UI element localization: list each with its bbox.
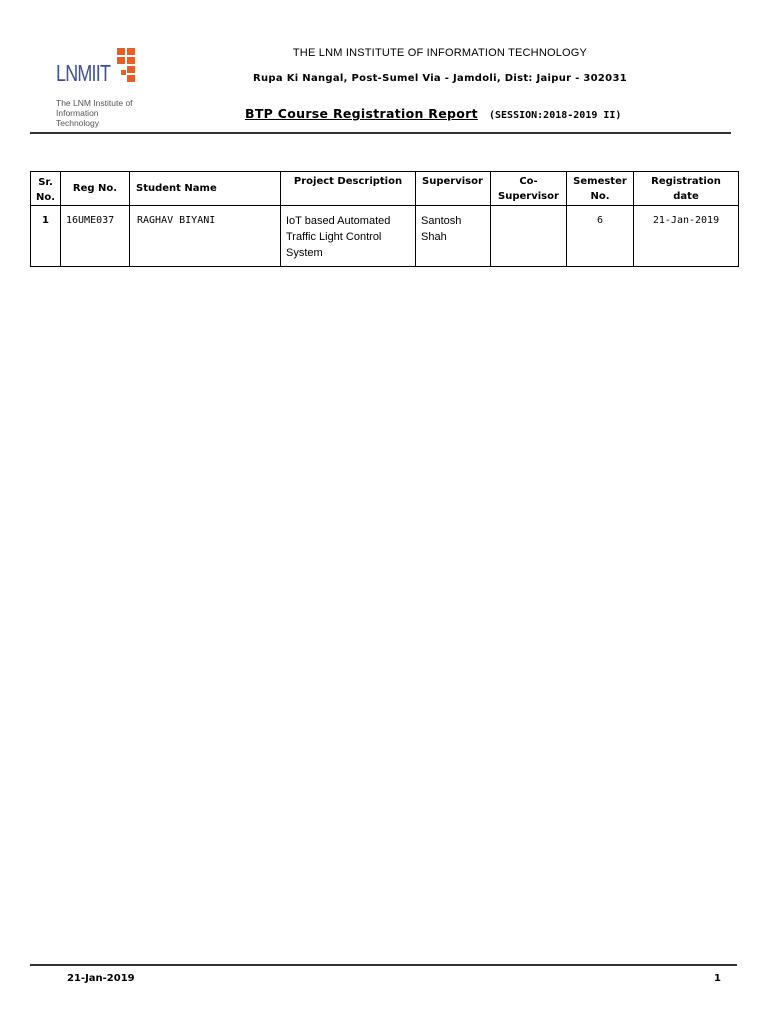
logo-wordmark: LNMIIT (56, 60, 111, 86)
footer-date: 21-Jan-2019 (67, 973, 135, 984)
col-header-project: Project Description (281, 172, 416, 206)
header-divider (30, 132, 731, 134)
col-header-cosupervisor: Co- Supervisor (491, 172, 567, 206)
institute-name: THE LNM INSTITUTE OF INFORMATION TECHNOLOGY (292, 47, 588, 59)
table-row (31, 206, 739, 267)
cell-project: IoT based Automated Traffic Light Control System (281, 206, 416, 267)
cell-date: 21-Jan-2019 (634, 206, 739, 267)
col-header-reg: Reg No. (61, 172, 130, 206)
col-header-name: Student Name (130, 172, 281, 206)
table-header-row (31, 172, 739, 206)
cell-supervisor: Santosh Shah (416, 206, 491, 267)
col-header-supervisor: Supervisor (416, 172, 491, 206)
col-header-sr: Sr. No. (31, 172, 61, 206)
col-header-semester: Semester No. (567, 172, 634, 206)
report-heading (245, 103, 621, 122)
cell-sr: 1 (31, 206, 61, 267)
session-label: (SESSION:2018-2019 II) (488, 110, 622, 121)
cell-reg: 16UME037 (61, 206, 130, 267)
cell-cosupervisor (491, 206, 567, 267)
institute-address: Rupa Ki Nangal, Post-Sumel Via - Jamdoli, Dist: Jaipur - 302031 (253, 73, 627, 84)
page-number: 1 (714, 973, 721, 984)
report-title: BTP Course Registration Report (245, 106, 478, 121)
footer-divider (30, 964, 737, 966)
logo-subtitle: The LNM Institute of Information Technology (56, 98, 133, 128)
col-header-date: Registration date (634, 172, 739, 206)
cell-name: RAGHAV BIYANI (130, 206, 281, 267)
registration-table (30, 171, 739, 267)
cell-semester: 6 (567, 206, 634, 267)
